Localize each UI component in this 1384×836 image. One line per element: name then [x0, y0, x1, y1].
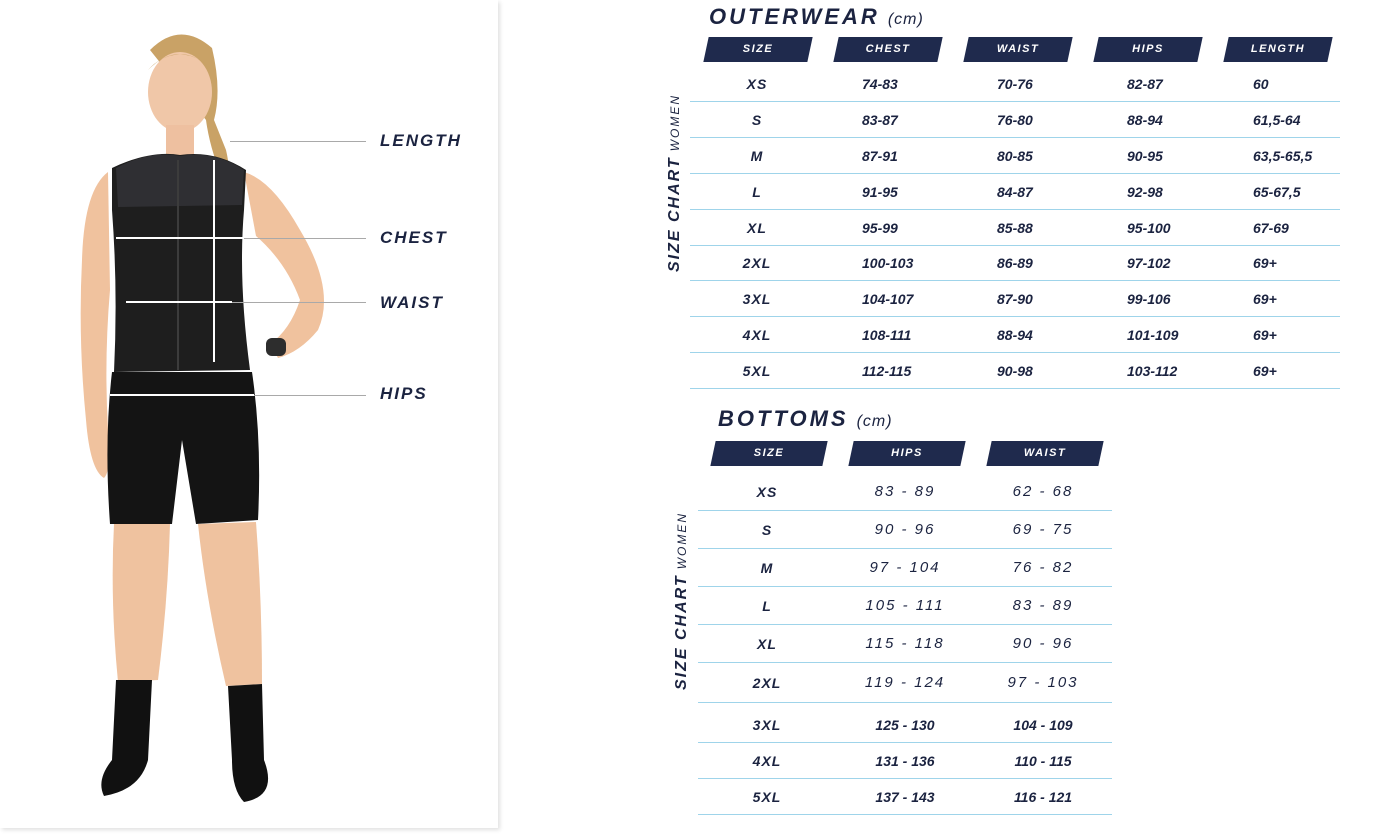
outerwear-cell-waist: 76-80 — [997, 112, 1033, 128]
bottoms-header-hips — [848, 441, 965, 466]
bottoms-title-text: BOTTOMS — [718, 406, 849, 431]
bottoms-cell-waist: 97 - 103 — [1007, 674, 1079, 691]
outerwear-side-label-light: WOMEN — [668, 93, 682, 152]
outerwear-cell-waist: 90-98 — [997, 363, 1033, 379]
outerwear-row — [690, 281, 1340, 317]
bottoms-cell-size: L — [762, 598, 772, 614]
bottoms-cell-size: 3XL — [752, 717, 782, 733]
outerwear-cell-waist: 85-88 — [997, 220, 1033, 236]
outerwear-cell-size: L — [752, 184, 762, 200]
bottoms-cell-waist: 62 - 68 — [1012, 483, 1074, 500]
bottoms-cell-waist: 116 - 121 — [1013, 789, 1073, 805]
bottoms-cell-hips: 131 - 136 — [875, 753, 935, 769]
outerwear-cell-hips: 82-87 — [1127, 76, 1163, 92]
waist-label: WAIST — [380, 293, 444, 312]
outerwear-cell-hips: 99-106 — [1127, 291, 1171, 307]
outerwear-header-size — [703, 37, 812, 62]
outerwear-row — [690, 174, 1340, 210]
bottoms-side-label-strong: SIZE CHART — [673, 574, 690, 690]
outerwear-cell-size: 2XL — [742, 255, 772, 271]
bottoms-side-label — [673, 512, 691, 690]
outerwear-header-hips — [1093, 37, 1202, 62]
outerwear-cell-length: 69+ — [1253, 363, 1277, 379]
outerwear-row — [690, 353, 1340, 389]
model-illustration — [0, 0, 340, 828]
outerwear-cell-hips: 88-94 — [1127, 112, 1163, 128]
bottoms-cell-hips: 83 - 89 — [874, 483, 936, 500]
bottoms-cell-waist: 110 - 115 — [1014, 753, 1072, 769]
outerwear-cell-size: M — [750, 148, 764, 164]
outerwear-cell-hips: 101-109 — [1127, 327, 1179, 343]
outerwear-cell-length: 69+ — [1253, 327, 1277, 343]
outerwear-header-length — [1223, 37, 1332, 62]
outerwear-cell-chest: 100-103 — [862, 255, 914, 271]
bottoms-cell-size: XS — [756, 484, 778, 500]
outerwear-cell-hips: 95-100 — [1127, 220, 1171, 236]
outerwear-header-label: CHEST — [865, 43, 911, 55]
outerwear-cell-hips: 90-95 — [1127, 148, 1163, 164]
bottoms-row — [698, 473, 1112, 511]
outerwear-cell-chest: 108-111 — [862, 327, 912, 343]
bottoms-cell-waist: 76 - 82 — [1012, 559, 1074, 576]
chest-guide-line — [244, 238, 366, 239]
outerwear-title-text: OUTERWEAR — [709, 4, 880, 29]
bottoms-unit: (cm) — [856, 413, 893, 430]
outerwear-row — [690, 138, 1340, 174]
bottoms-row — [698, 625, 1112, 663]
outerwear-title — [709, 4, 924, 30]
outerwear-cell-length: 69+ — [1253, 291, 1277, 307]
outerwear-cell-length: 63,5-65,5 — [1253, 148, 1313, 164]
outerwear-cell-chest: 91-95 — [862, 184, 898, 200]
bottoms-cell-size: S — [761, 522, 773, 538]
outerwear-cell-size: XS — [746, 76, 768, 92]
bottoms-header-waist — [986, 441, 1103, 466]
bottoms-cell-hips: 115 - 118 — [865, 635, 945, 652]
bottoms-header-label: SIZE — [753, 447, 785, 459]
bottoms-header-size — [710, 441, 827, 466]
outerwear-cell-length: 61,5-64 — [1253, 112, 1301, 128]
outerwear-cell-waist: 87-90 — [997, 291, 1033, 307]
outerwear-cell-hips: 97-102 — [1127, 255, 1171, 271]
bottoms-row — [698, 743, 1112, 779]
bottoms-row — [698, 663, 1112, 703]
outerwear-cell-length: 67-69 — [1253, 220, 1289, 236]
outerwear-cell-waist: 80-85 — [997, 148, 1033, 164]
outerwear-row — [690, 317, 1340, 353]
bottoms-cell-size: XL — [757, 636, 777, 652]
bottoms-header-label: WAIST — [1023, 447, 1067, 459]
bottoms-cell-hips: 119 - 124 — [864, 674, 946, 691]
outerwear-cell-length: 60 — [1253, 76, 1269, 92]
outerwear-side-label — [666, 94, 684, 272]
bottoms-cell-hips: 105 - 111 — [865, 597, 945, 614]
outerwear-cell-hips: 92-98 — [1127, 184, 1163, 200]
outerwear-cell-waist: 84-87 — [997, 184, 1033, 200]
chest-label: CHEST — [380, 228, 448, 247]
outerwear-header-label: LENGTH — [1250, 43, 1306, 55]
hips-guide-line — [254, 395, 366, 396]
bottoms-title — [718, 406, 893, 432]
bottoms-row — [698, 511, 1112, 549]
bottoms-cell-waist: 69 - 75 — [1012, 521, 1074, 538]
bottoms-row — [698, 587, 1112, 625]
bottoms-cell-size: M — [760, 560, 774, 576]
bottoms-row — [698, 707, 1112, 743]
bottoms-cell-waist: 90 - 96 — [1012, 635, 1074, 652]
outerwear-row — [690, 246, 1340, 281]
hips-label: HIPS — [380, 384, 428, 403]
bottoms-row — [698, 549, 1112, 587]
bottoms-cell-hips: 137 - 143 — [875, 789, 935, 805]
bottoms-header-label: HIPS — [891, 447, 923, 459]
outerwear-header-label: SIZE — [742, 43, 774, 55]
outerwear-cell-waist: 88-94 — [997, 327, 1033, 343]
outerwear-header-waist — [963, 37, 1072, 62]
bottoms-cell-size: 2XL — [752, 675, 782, 691]
outerwear-cell-hips: 103-112 — [1127, 363, 1178, 379]
outerwear-header-label: HIPS — [1132, 43, 1164, 55]
outerwear-header-label: WAIST — [996, 43, 1040, 55]
outerwear-cell-waist: 86-89 — [997, 255, 1033, 271]
outerwear-cell-chest: 112-115 — [862, 363, 912, 379]
outerwear-cell-chest: 95-99 — [862, 220, 898, 236]
outerwear-cell-length: 69+ — [1253, 255, 1277, 271]
bottoms-cell-size: 4XL — [752, 753, 782, 769]
outerwear-cell-size: 3XL — [742, 291, 772, 307]
outerwear-unit: (cm) — [887, 11, 924, 28]
outerwear-side-label-strong: SIZE CHART — [666, 156, 683, 272]
bottoms-cell-size: 5XL — [752, 789, 782, 805]
bottoms-cell-hips: 90 - 96 — [874, 521, 936, 538]
outerwear-cell-chest: 104-107 — [862, 291, 914, 307]
outerwear-cell-length: 65-67,5 — [1253, 184, 1301, 200]
outerwear-row — [690, 102, 1340, 138]
bottoms-row — [698, 779, 1112, 815]
bottoms-cell-waist: 83 - 89 — [1012, 597, 1074, 614]
length-guide-line — [230, 141, 366, 142]
bottoms-cell-waist: 104 - 109 — [1013, 717, 1073, 733]
length-label: LENGTH — [380, 131, 462, 150]
outerwear-row — [690, 210, 1340, 246]
model-photo-panel — [0, 0, 498, 828]
outerwear-header-chest — [833, 37, 942, 62]
outerwear-row — [690, 66, 1340, 102]
outerwear-cell-chest: 83-87 — [862, 112, 898, 128]
outerwear-cell-chest: 87-91 — [862, 148, 898, 164]
waist-guide-line — [232, 302, 366, 303]
outerwear-cell-size: XL — [747, 220, 767, 236]
outerwear-cell-waist: 70-76 — [997, 76, 1033, 92]
outerwear-cell-size: 4XL — [742, 327, 772, 343]
outerwear-cell-chest: 74-83 — [862, 76, 898, 92]
bottoms-cell-hips: 125 - 130 — [875, 717, 935, 733]
bottoms-cell-hips: 97 - 104 — [869, 559, 941, 576]
bottoms-side-label-light: WOMEN — [675, 511, 689, 570]
outerwear-cell-size: 5XL — [742, 363, 772, 379]
outerwear-cell-size: S — [751, 112, 763, 128]
